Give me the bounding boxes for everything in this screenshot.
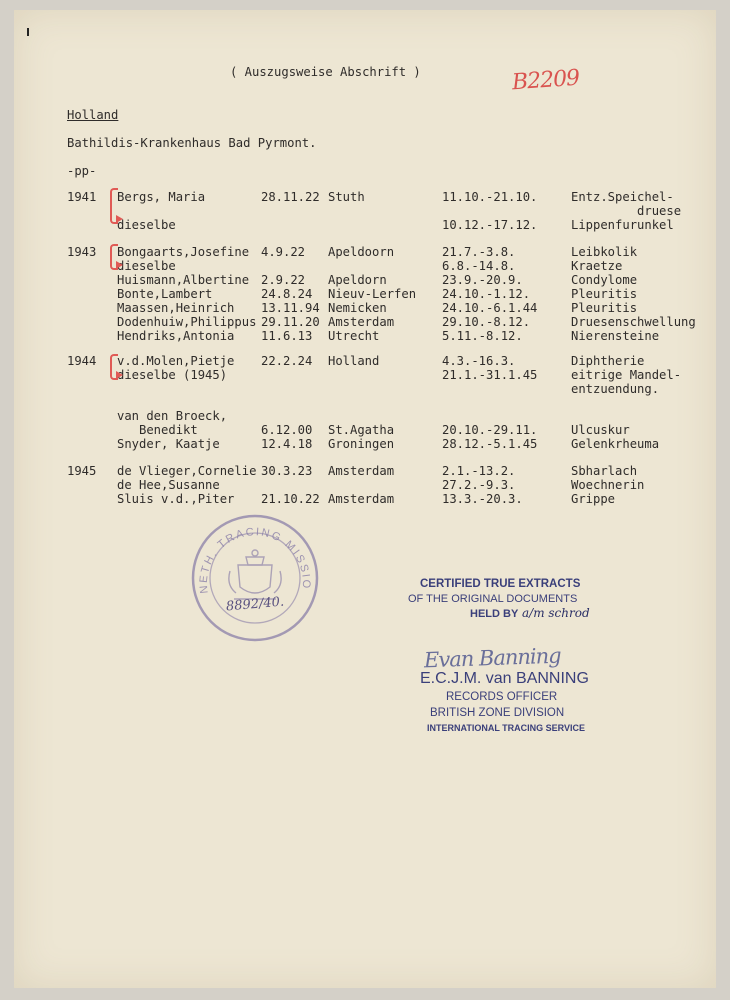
red-arrow-icon (116, 371, 123, 379)
coat-of-arms-icon (229, 550, 281, 599)
record-name: Bonte,Lambert (117, 287, 213, 301)
signature: Evan Banning (423, 643, 561, 673)
record-diagnosis: Condylome (571, 273, 638, 287)
record-diagnosis: Grippe (571, 492, 616, 506)
record-name: dieselbe (1945) (117, 368, 228, 382)
country-heading: Holland (67, 108, 119, 122)
record-diagnosis: Lippenfurunkel (571, 218, 674, 232)
record-period: 21.7.-3.8. (442, 245, 516, 259)
record-place: Apeldoorn (328, 245, 395, 259)
record-place: Apeldorn (328, 273, 387, 287)
red-arrow-icon (116, 261, 123, 269)
record-period: 23.9.-20.9. (442, 273, 523, 287)
record-place: Holland (328, 354, 380, 368)
record-period: 4.3.-16.3. (442, 354, 516, 368)
record-name: Sluis v.d.,Piter (117, 492, 235, 506)
record-name: Maassen,Heinrich (117, 301, 235, 315)
record-name: Snyder, Kaatje (117, 437, 220, 451)
record-place: Amsterdam (328, 315, 395, 329)
record-period: 10.12.-17.12. (442, 218, 538, 232)
record-diagnosis: Pleuritis (571, 301, 638, 315)
record-dob: 29.11.20 (261, 315, 320, 329)
tracing-mission-seal (190, 513, 320, 643)
record-dob: 13.11.94 (261, 301, 320, 315)
record-name: de Hee,Susanne (117, 478, 220, 492)
archive-number-handwritten: B2209 (511, 65, 580, 96)
record-diagnosis: Entz.Speichel- (571, 190, 674, 204)
record-place: Amsterdam (328, 492, 395, 506)
record-dob: 28.11.22 (261, 190, 320, 204)
record-name: dieselbe (117, 259, 176, 273)
seal-number-handwritten: 8892/40. (225, 594, 285, 615)
pp-marker: -pp- (67, 164, 97, 178)
record-diagnosis: Nierensteine (571, 329, 660, 343)
record-place: Groningen (328, 437, 395, 451)
record-period: 28.12.-5.1.45 (442, 437, 538, 451)
record-dob: 21.10.22 (261, 492, 320, 506)
record-name: v.d.Molen,Pietje (117, 354, 235, 368)
record-name: van den Broeck, (117, 409, 228, 423)
record-place: Utrecht (328, 329, 380, 343)
record-place: Nieuv-Lerfen (328, 287, 417, 301)
record-diagnosis: Kraetze (571, 259, 623, 273)
officer-title: RECORDS OFFICER (446, 691, 558, 703)
record-period: 13.3.-20.3. (442, 492, 523, 506)
record-name: Huismann,Albertine (117, 273, 250, 287)
record-dob: 24.8.24 (261, 287, 313, 301)
record-name: Bergs, Maria (117, 190, 206, 204)
record-name: Dodenhuiw,Philippus (117, 315, 257, 329)
record-dob: 4.9.22 (261, 245, 306, 259)
record-period: 24.10.-1.12. (442, 287, 531, 301)
record-name: Hendriks,Antonia (117, 329, 235, 343)
record-place: Amsterdam (328, 464, 395, 478)
record-name: Bongaarts,Josefine (117, 245, 250, 259)
record-diagnosis: Gelenkrheuma (571, 437, 660, 451)
record-year: 1944 (67, 354, 97, 368)
hospital-name: Bathildis-Krankenhaus Bad Pyrmont. (67, 136, 317, 150)
record-period: 2.1.-13.2. (442, 464, 516, 478)
svg-text:NETH. TRACING MISSION: NETH. TRACING MISSIO (197, 526, 313, 595)
record-name: dieselbe (117, 218, 176, 232)
stamp-line-held-by: HELD BY (470, 608, 519, 620)
record-diagnosis: Diphtherie (571, 354, 645, 368)
officer-service: INTERNATIONAL TRACING SERVICE (427, 723, 586, 733)
record-period: 29.10.-8.12. (442, 315, 531, 329)
held-by-handwritten: a/m schrod (522, 606, 590, 620)
record-dob: 30.3.23 (261, 464, 313, 478)
record-diagnosis: druese (571, 204, 682, 218)
officer-name: E.C.J.M. van BANNING (420, 670, 589, 687)
stamp-line-certified: CERTIFIED TRUE EXTRACTS (420, 578, 581, 590)
record-diagnosis: Ulcuskur (571, 423, 630, 437)
record-period: 11.10.-21.10. (442, 190, 538, 204)
punch-mark (27, 28, 29, 36)
record-diagnosis: Pleuritis (571, 287, 638, 301)
record-diagnosis: Druesenschwellung (571, 315, 696, 329)
record-dob: 2.9.22 (261, 273, 306, 287)
red-arrow-icon (116, 215, 123, 223)
record-period: 5.11.-8.12. (442, 329, 523, 343)
record-period: 24.10.-6.1.44 (442, 301, 538, 315)
stamp-line-original: OF THE ORIGINAL DOCUMENTS (408, 593, 578, 605)
record-diagnosis: entzuendung. (571, 382, 660, 396)
record-year: 1943 (67, 245, 97, 259)
record-diagnosis: Leibkolik (571, 245, 638, 259)
record-year: 1941 (67, 190, 97, 204)
record-diagnosis: Sbharlach (571, 464, 638, 478)
record-dob: 11.6.13 (261, 329, 313, 343)
record-period: 20.10.-29.11. (442, 423, 538, 437)
record-period: 27.2.-9.3. (442, 478, 516, 492)
record-place: Stuth (328, 190, 365, 204)
record-diagnosis: eitrige Mandel- (571, 368, 682, 382)
record-period: 21.1.-31.1.45 (442, 368, 538, 382)
record-name: de Vlieger,Cornelie (117, 464, 257, 478)
document-page (14, 10, 716, 988)
record-diagnosis: Woechnerin (571, 478, 645, 492)
record-dob: 6.12.00 (261, 423, 313, 437)
officer-division: BRITISH ZONE DIVISION (430, 707, 565, 719)
record-place: St.Agatha (328, 423, 395, 437)
document-title: ( Auszugsweise Abschrift ) (230, 65, 421, 79)
record-year: 1945 (67, 464, 97, 478)
record-period: 6.8.-14.8. (442, 259, 516, 273)
record-place: Nemicken (328, 301, 387, 315)
record-dob: 12.4.18 (261, 437, 313, 451)
record-name: Benedikt (117, 423, 198, 437)
record-dob: 22.2.24 (261, 354, 313, 368)
